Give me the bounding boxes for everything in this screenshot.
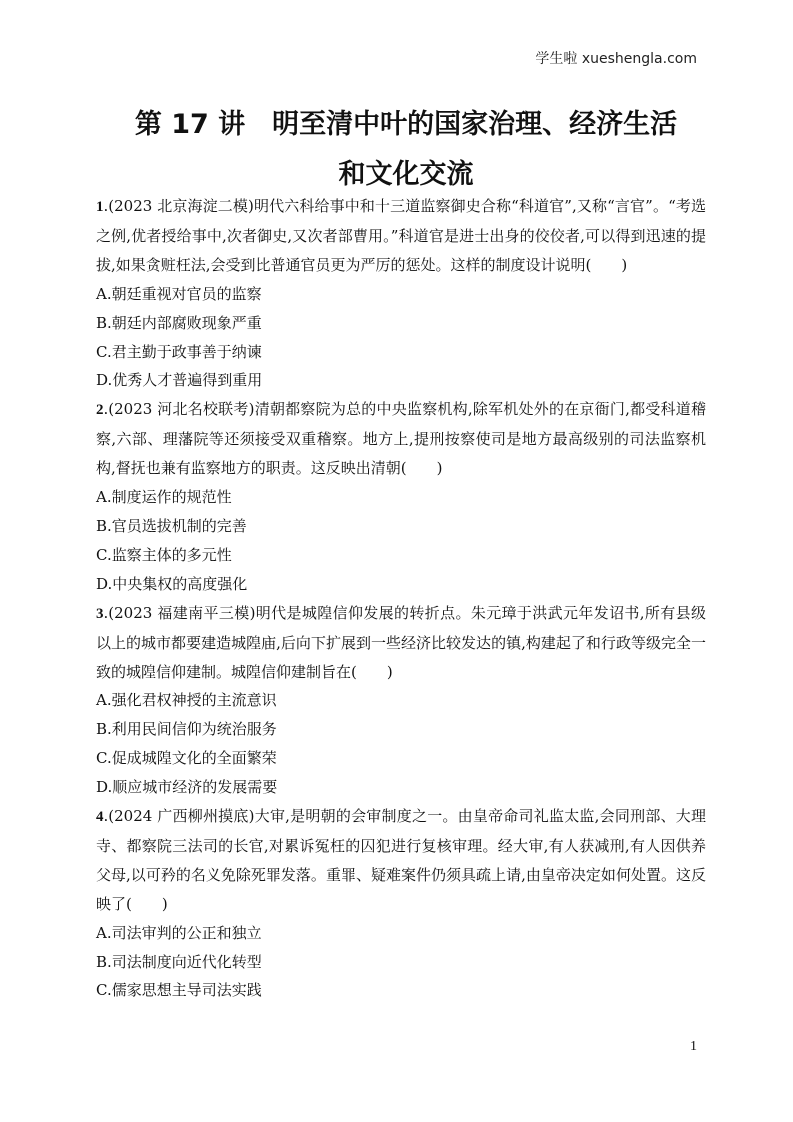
page-number: 1 <box>690 1039 697 1054</box>
question-stem <box>96 395 706 483</box>
option-a: A.司法审判的公正和独立 <box>96 923 262 942</box>
lesson-title <box>96 100 716 200</box>
question-2 <box>96 395 706 598</box>
title-line-1: 第 17 讲 明至清中叶的国家治理、经济生活 <box>134 109 678 140</box>
site-header: 学生啦 xueshengla.com <box>535 51 697 67</box>
question-text: 清朝都察院为总的中央监察机构,除军机处外的在京衙门,都受科道稽察,六部、理藩院等还须接受双重稽察。地方上,提刑按察使司是地方最高级别的司法监察机构,督抚也兼有监察地方的职责。这反映出清朝( ) <box>96 400 706 478</box>
option-c: C.监察主体的多元性 <box>96 545 232 564</box>
option-c: C.君主勤于政事善于纳谏 <box>96 342 262 361</box>
option-b: B.利用民间信仰为统治服务 <box>96 720 277 739</box>
option-c: C.促成城隍文化的全面繁荣 <box>96 749 277 768</box>
question-number: 3 <box>96 605 104 622</box>
option-d: D.顺应城市经济的发展需要 <box>96 778 278 797</box>
option-a: A.制度运作的规范性 <box>96 488 232 507</box>
question-source: .(2024 广西柳州摸底) <box>103 807 255 826</box>
option-d: D.中央集权的高度强化 <box>96 574 248 593</box>
title-line-2: 和文化交流 <box>338 159 474 190</box>
question-3 <box>96 599 706 802</box>
question-stem <box>96 192 706 280</box>
question-1 <box>96 192 706 395</box>
option-a: A.强化君权神授的主流意识 <box>96 691 277 710</box>
option-a: A.朝廷重视对官员的监察 <box>96 284 262 303</box>
question-text: 大审,是明朝的会审制度之一。由皇帝命司礼监太监,会同刑部、大理寺、都察院三法司的长官,对累诉冤枉的囚犯进行复核审理。经大审,有人获减刑,有人因供养父母,以可矜的名义免除死罪发落。重罪、疑难案件仍须具疏上请,由皇帝决定如何处置。这反映了( ) <box>96 807 706 913</box>
question-source: .(2023 河北名校联考) <box>103 400 255 419</box>
question-number: 4 <box>96 809 104 826</box>
question-4 <box>96 802 706 1005</box>
question-number: 2 <box>96 402 104 419</box>
option-b: B.朝廷内部腐败现象严重 <box>96 313 262 332</box>
question-source: .(2023 北京海淀二模) <box>103 197 254 215</box>
question-source: .(2023 福建南平三模) <box>103 603 256 622</box>
question-number: 1 <box>96 199 104 215</box>
option-b: B.司法制度向近代化转型 <box>96 952 262 971</box>
option-c: C.儒家思想主导司法实践 <box>96 981 262 1000</box>
question-stem <box>96 802 706 919</box>
option-b: B.官员选拔机制的完善 <box>96 516 247 535</box>
question-stem <box>96 599 706 687</box>
question-text: 明代六科给事中和十三道监察御史合称“科道官”,又称“言官”。“考选之例,优者授给事中,次者御史,又次者部曹用。”科道官是进士出身的佼佼者,可以得到迅速的提拔,如果贪赃枉法,会受到比普通官员更为严厉的惩处。这样的制度设计说明( ) <box>96 197 706 274</box>
option-d: D.优秀人才普遍得到重用 <box>96 371 263 390</box>
question-text: 明代是城隍信仰发展的转折点。朱元璋于洪武元年发诏书,所有县级以上的城市都要建造城隍庙,后向下扩展到一些经济比较发达的镇,构建起了和行政等级完全一致的城隍信仰建制。城隍信仰建制旨在( ) <box>96 603 706 681</box>
question-list <box>96 192 706 1005</box>
